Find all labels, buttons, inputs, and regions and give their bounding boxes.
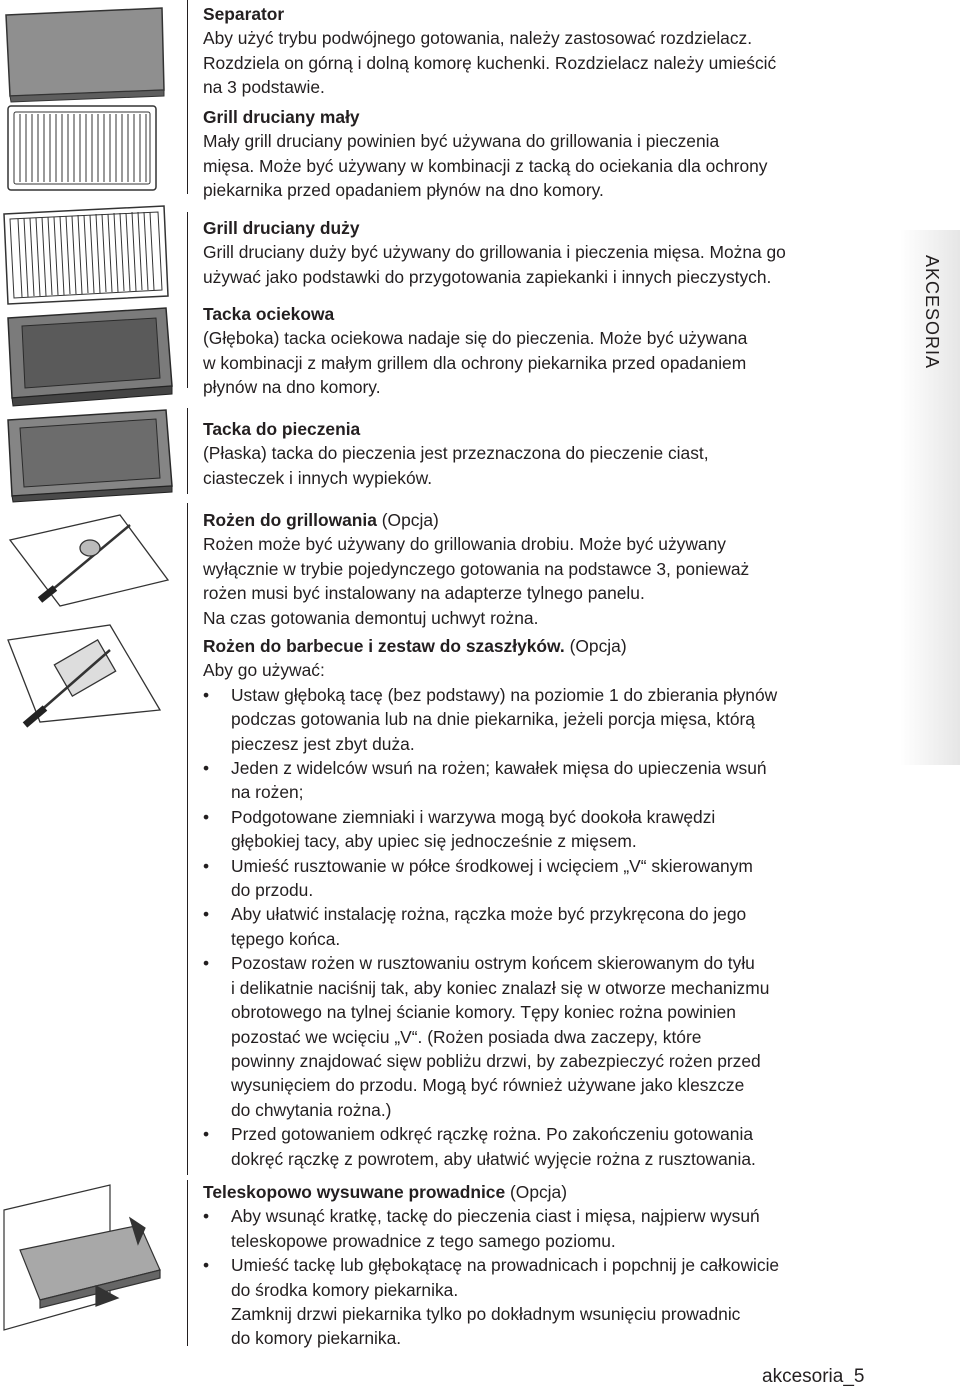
section-barbecue (203, 634, 878, 1171)
deep-tray-illustration (8, 308, 172, 406)
divider-line (187, 1180, 188, 1346)
page-number: akcesoria_5 (762, 1366, 865, 1387)
option-note: (Opcja) (569, 636, 627, 656)
body-line: (Głęboka) tacka ociekowa nadaje się do pieczenia. Może być używana (203, 328, 748, 349)
section-telescopic-rails (203, 1180, 878, 1351)
bullet-item: • Umieść tackę lub głębokątacę na prowadnicach i popchnij je całkowicie do środka komory piekarnika. Zamknij drzwi piekarnika tylko po dokładnym wsunięciu prowadnic do komory piekarnika. (203, 1253, 878, 1351)
section-separator (203, 2, 878, 100)
large-wire-grill-illustration (4, 206, 168, 304)
body-line: piekarnika przed opadaniem płynów na dno komory. (203, 180, 604, 201)
telescopic-rails-illustration (4, 1185, 160, 1330)
bullet-list (203, 683, 878, 1171)
bullet-item: • Jeden z widelców wsuń na rożen; kawałek mięsa do upieczenia wsuń na rożen; (203, 756, 878, 805)
divider-line (187, 0, 188, 194)
rotisserie-illustration (10, 515, 168, 606)
section-baking-tray (203, 417, 878, 490)
body-line: (Płaska) tacka do pieczenia jest przeznaczona do pieczenie ciast, (203, 443, 709, 464)
section-title: Teleskopowo wysuwane prowadnice (Opcja) (203, 1182, 568, 1202)
body-line: Rożen może być używany do grillowania drobiu. Może być używany (203, 534, 726, 555)
body-line: używać jako podstawki do przygotowania zapiekanki i innych pieczystych. (203, 266, 772, 287)
section-title: Separator (203, 4, 285, 24)
body-line: Rozdziela on górną i dolną komorę kuchenki. Rozdzielacz należy umieścić (203, 52, 777, 73)
section-title: Tacka do pieczenia (203, 419, 361, 439)
bullet-item: • Umieść rusztowanie w półce środkowej i wcięciem „V“ skierowanym do przodu. (203, 854, 878, 903)
body-line: na 3 podstawie. (203, 77, 325, 98)
divider-line (187, 212, 188, 388)
section-title: Grill druciany duży (203, 218, 360, 238)
baking-tray-illustration (8, 410, 172, 502)
section-large-grill (203, 216, 878, 289)
bullet-item: • Ustaw głęboką tacę (bez podstawy) na poziomie 1 do zbierania płynów podczas gotowania lub na dnie piekarnika, jeżeli porcja mięsa, którą pieczesz jest zbyt duża. (203, 683, 878, 756)
divider-line (187, 503, 188, 1175)
bullet-item: • Aby ułatwić instalację rożna, rączka może być przykręcona do jego tępego końca. (203, 902, 878, 951)
body-line: ciasteczek i innych wypieków. (203, 467, 433, 488)
body-line: mięsa. Może być używany w kombinacji z tacką do ociekania dla ochrony (203, 155, 768, 176)
section-title: Grill druciany mały (203, 107, 360, 127)
bullet-item: • Pozostaw rożen w rusztowaniu ostrym końcem skierowanym do tyłu i delikatnie naciśnij tak, aby koniec znalazł się w otworze mechanizmu obrotowego na tylnej ścianie komory. Tępy koniec rożna powinien pozostać we wcięciu „V“. (Rożen posiada dwa zaczepy, które powinny znajdować sięw pobliżu drzwi, by zabezpieczyć rożen przed wysunięciem do przodu. Mogą być również używane jako kleszcze do chwytania rożna.) (203, 951, 878, 1122)
option-note: (Opcja) (510, 1182, 568, 1202)
intro-line: Aby go używać: (203, 660, 325, 681)
divider-line (187, 408, 188, 494)
separator-illustration (6, 8, 164, 102)
bullet-list (203, 1204, 878, 1350)
body-line: Aby użyć trybu podwójnego gotowania, należy zastosować rozdzielacz. (203, 28, 753, 49)
accessory-illustrations (0, 0, 185, 1391)
barbecue-set-illustration (8, 625, 160, 725)
body-line: wyłącznie w trybie pojedynczego gotowania na podstawce 3, ponieważ (203, 558, 750, 579)
body-line: w kombinacji z małym grillem dla ochrony piekarnika przed opadaniem (203, 352, 747, 373)
side-tab-label: AKCESORIA (922, 255, 942, 370)
section-title: Tacka ociekowa (203, 304, 335, 324)
bullet-item: • Podgotowane ziemniaki i warzywa mogą być dookoła krawędzi głębokiej tacy, aby upiec się jednocześnie z mięsem. (203, 805, 878, 854)
section-drip-tray (203, 302, 878, 400)
bullet-item: • Przed gotowaniem odkręć rączkę rożna. Po zakończeniu gotowania dokręć rączkę z powrotem, aby ułatwić wyjęcie rożna z rusztowania. (203, 1122, 878, 1171)
section-title: Rożen do grillowania (Opcja) (203, 510, 439, 530)
body-line: płynów na dno komory. (203, 377, 381, 398)
bullet-item: • Aby wsunąć kratkę, tackę do pieczenia ciast i mięsa, najpierw wysuń teleskopowe prowadnice z tego samego poziomu. (203, 1204, 878, 1253)
body-line: Na czas gotowania demontuj uchwyt rożna. (203, 607, 539, 628)
option-note: (Opcja) (381, 510, 439, 530)
body-line: Mały grill druciany powinien być używana do grillowania i pieczenia (203, 131, 720, 152)
small-wire-grill-illustration (8, 106, 156, 190)
section-title: Rożen do barbecue i zestaw do szaszłyków. (Opcja) (203, 636, 627, 656)
body-line: Grill druciany duży być używany do grillowania i pieczenia mięsa. Można go (203, 242, 786, 263)
body-line: rożen musi być instalowany na adapterze tylnego panelu. (203, 583, 645, 604)
section-rotisserie (203, 508, 878, 630)
section-small-grill (203, 105, 878, 203)
